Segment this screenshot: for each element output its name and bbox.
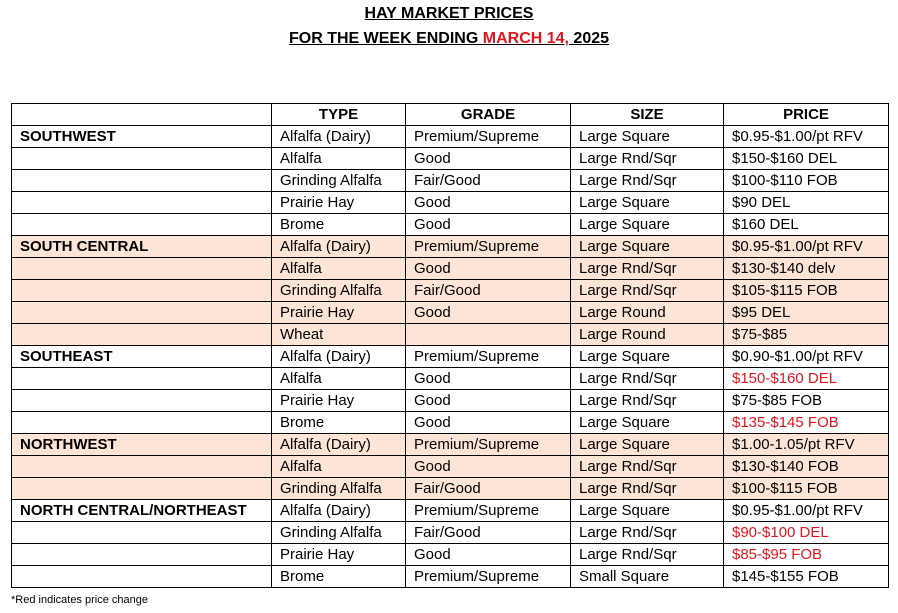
cell-region (12, 258, 272, 280)
cell-price: $95 DEL (724, 302, 889, 324)
cell-grade (406, 324, 571, 346)
cell-type: Alfalfa (Dairy) (272, 500, 406, 522)
table-row (12, 324, 889, 346)
column-header-price: PRICE (724, 104, 889, 126)
cell-type: Alfalfa (272, 456, 406, 478)
cell-region (12, 170, 272, 192)
table-row (12, 522, 889, 544)
cell-size: Large Square (571, 126, 724, 148)
cell-region (12, 412, 272, 434)
cell-grade: Good (406, 412, 571, 434)
cell-size: Large Square (571, 346, 724, 368)
table-row (12, 544, 889, 566)
cell-region (12, 544, 272, 566)
column-header-region (12, 104, 272, 126)
cell-grade: Fair/Good (406, 522, 571, 544)
cell-type: Alfalfa (272, 258, 406, 280)
cell-region: NORTH CENTRAL/NORTHEAST (12, 500, 272, 522)
hay-price-table (11, 103, 889, 588)
table-header-row (12, 104, 889, 126)
cell-size: Large Rnd/Sqr (571, 478, 724, 500)
cell-size: Large Square (571, 412, 724, 434)
cell-size: Large Round (571, 302, 724, 324)
table-row (12, 236, 889, 258)
table-row (12, 368, 889, 390)
cell-type: Wheat (272, 324, 406, 346)
cell-grade: Good (406, 258, 571, 280)
table-row (12, 280, 889, 302)
cell-price: $100-$110 FOB (724, 170, 889, 192)
table-row (12, 192, 889, 214)
cell-type: Alfalfa (Dairy) (272, 236, 406, 258)
cell-price: $105-$115 FOB (724, 280, 889, 302)
cell-size: Small Square (571, 566, 724, 588)
cell-type: Grinding Alfalfa (272, 170, 406, 192)
cell-region (12, 148, 272, 170)
cell-size: Large Rnd/Sqr (571, 170, 724, 192)
cell-size: Large Square (571, 434, 724, 456)
cell-grade: Premium/Supreme (406, 434, 571, 456)
cell-region (12, 324, 272, 346)
subtitle-suffix: 2025 (568, 30, 610, 47)
cell-type: Prairie Hay (272, 192, 406, 214)
cell-price: $150-$160 DEL (724, 368, 889, 390)
cell-price: $85-$95 FOB (724, 544, 889, 566)
cell-size: Large Rnd/Sqr (571, 390, 724, 412)
cell-price: $130-$140 FOB (724, 456, 889, 478)
cell-grade: Good (406, 456, 571, 478)
subtitle-prefix: FOR THE WEEK ENDING (288, 30, 483, 47)
cell-type: Alfalfa (Dairy) (272, 434, 406, 456)
column-header-grade: GRADE (406, 104, 571, 126)
cell-size: Large Round (571, 324, 724, 346)
cell-size: Large Rnd/Sqr (571, 258, 724, 280)
cell-price: $100-$115 FOB (724, 478, 889, 500)
table-row (12, 214, 889, 236)
page-title (0, 5, 898, 23)
cell-type: Brome (272, 214, 406, 236)
cell-region (12, 522, 272, 544)
table-row (12, 258, 889, 280)
cell-region (12, 192, 272, 214)
cell-grade: Fair/Good (406, 478, 571, 500)
cell-grade: Premium/Supreme (406, 236, 571, 258)
cell-region: SOUTH CENTRAL (12, 236, 272, 258)
cell-grade: Good (406, 544, 571, 566)
cell-price: $135-$145 FOB (724, 412, 889, 434)
cell-type: Brome (272, 412, 406, 434)
cell-grade: Good (406, 192, 571, 214)
title-line-1: HAY MARKET PRICES (364, 5, 534, 22)
cell-grade: Good (406, 390, 571, 412)
cell-grade: Fair/Good (406, 170, 571, 192)
cell-type: Alfalfa (Dairy) (272, 346, 406, 368)
table-row (12, 434, 889, 456)
table-row (12, 148, 889, 170)
cell-type: Prairie Hay (272, 390, 406, 412)
table-row (12, 390, 889, 412)
table-row (12, 500, 889, 522)
cell-size: Large Square (571, 192, 724, 214)
cell-grade: Premium/Supreme (406, 500, 571, 522)
cell-price: $75-$85 FOB (724, 390, 889, 412)
cell-size: Large Rnd/Sqr (571, 148, 724, 170)
cell-price: $130-$140 delv (724, 258, 889, 280)
cell-type: Grinding Alfalfa (272, 280, 406, 302)
cell-region (12, 478, 272, 500)
cell-type: Brome (272, 566, 406, 588)
cell-grade: Good (406, 214, 571, 236)
cell-type: Alfalfa (272, 148, 406, 170)
cell-region (12, 390, 272, 412)
column-header-type: TYPE (272, 104, 406, 126)
column-header-size: SIZE (571, 104, 724, 126)
cell-size: Large Square (571, 214, 724, 236)
cell-type: Alfalfa (Dairy) (272, 126, 406, 148)
cell-size: Large Rnd/Sqr (571, 544, 724, 566)
cell-price: $90 DEL (724, 192, 889, 214)
cell-price: $90-$100 DEL (724, 522, 889, 544)
cell-grade: Premium/Supreme (406, 566, 571, 588)
cell-price: $0.95-$1.00/pt RFV (724, 236, 889, 258)
cell-region (12, 214, 272, 236)
cell-region (12, 566, 272, 588)
cell-grade: Fair/Good (406, 280, 571, 302)
cell-price: $1.00-1.05/pt RFV (724, 434, 889, 456)
cell-price: $0.95-$1.00/pt RFV (724, 126, 889, 148)
page-subtitle (0, 30, 898, 48)
cell-price: $150-$160 DEL (724, 148, 889, 170)
subtitle-date: MARCH 14, (482, 30, 569, 47)
cell-size: Large Rnd/Sqr (571, 368, 724, 390)
table-row (12, 126, 889, 148)
cell-type: Grinding Alfalfa (272, 478, 406, 500)
cell-type: Prairie Hay (272, 302, 406, 324)
cell-region: SOUTHEAST (12, 346, 272, 368)
table-row (12, 302, 889, 324)
table-row (12, 170, 889, 192)
cell-region: SOUTHWEST (12, 126, 272, 148)
table-row (12, 346, 889, 368)
cell-type: Alfalfa (272, 368, 406, 390)
cell-price: $0.95-$1.00/pt RFV (724, 500, 889, 522)
cell-region (12, 280, 272, 302)
cell-grade: Premium/Supreme (406, 126, 571, 148)
table-row (12, 456, 889, 478)
footnote: *Red indicates price change (11, 594, 148, 606)
cell-grade: Good (406, 148, 571, 170)
cell-size: Large Square (571, 236, 724, 258)
cell-size: Large Rnd/Sqr (571, 456, 724, 478)
cell-price: $145-$155 FOB (724, 566, 889, 588)
cell-price: $0.90-$1.00/pt RFV (724, 346, 889, 368)
cell-price: $160 DEL (724, 214, 889, 236)
cell-size: Large Square (571, 500, 724, 522)
cell-price: $75-$85 (724, 324, 889, 346)
cell-region (12, 368, 272, 390)
cell-size: Large Rnd/Sqr (571, 522, 724, 544)
cell-size: Large Rnd/Sqr (571, 280, 724, 302)
cell-type: Grinding Alfalfa (272, 522, 406, 544)
table-row (12, 412, 889, 434)
cell-grade: Premium/Supreme (406, 346, 571, 368)
table-row (12, 566, 889, 588)
cell-type: Prairie Hay (272, 544, 406, 566)
cell-region (12, 456, 272, 478)
cell-grade: Good (406, 302, 571, 324)
cell-region (12, 302, 272, 324)
table-body (12, 126, 889, 588)
cell-grade: Good (406, 368, 571, 390)
table-row (12, 478, 889, 500)
cell-region: NORTHWEST (12, 434, 272, 456)
